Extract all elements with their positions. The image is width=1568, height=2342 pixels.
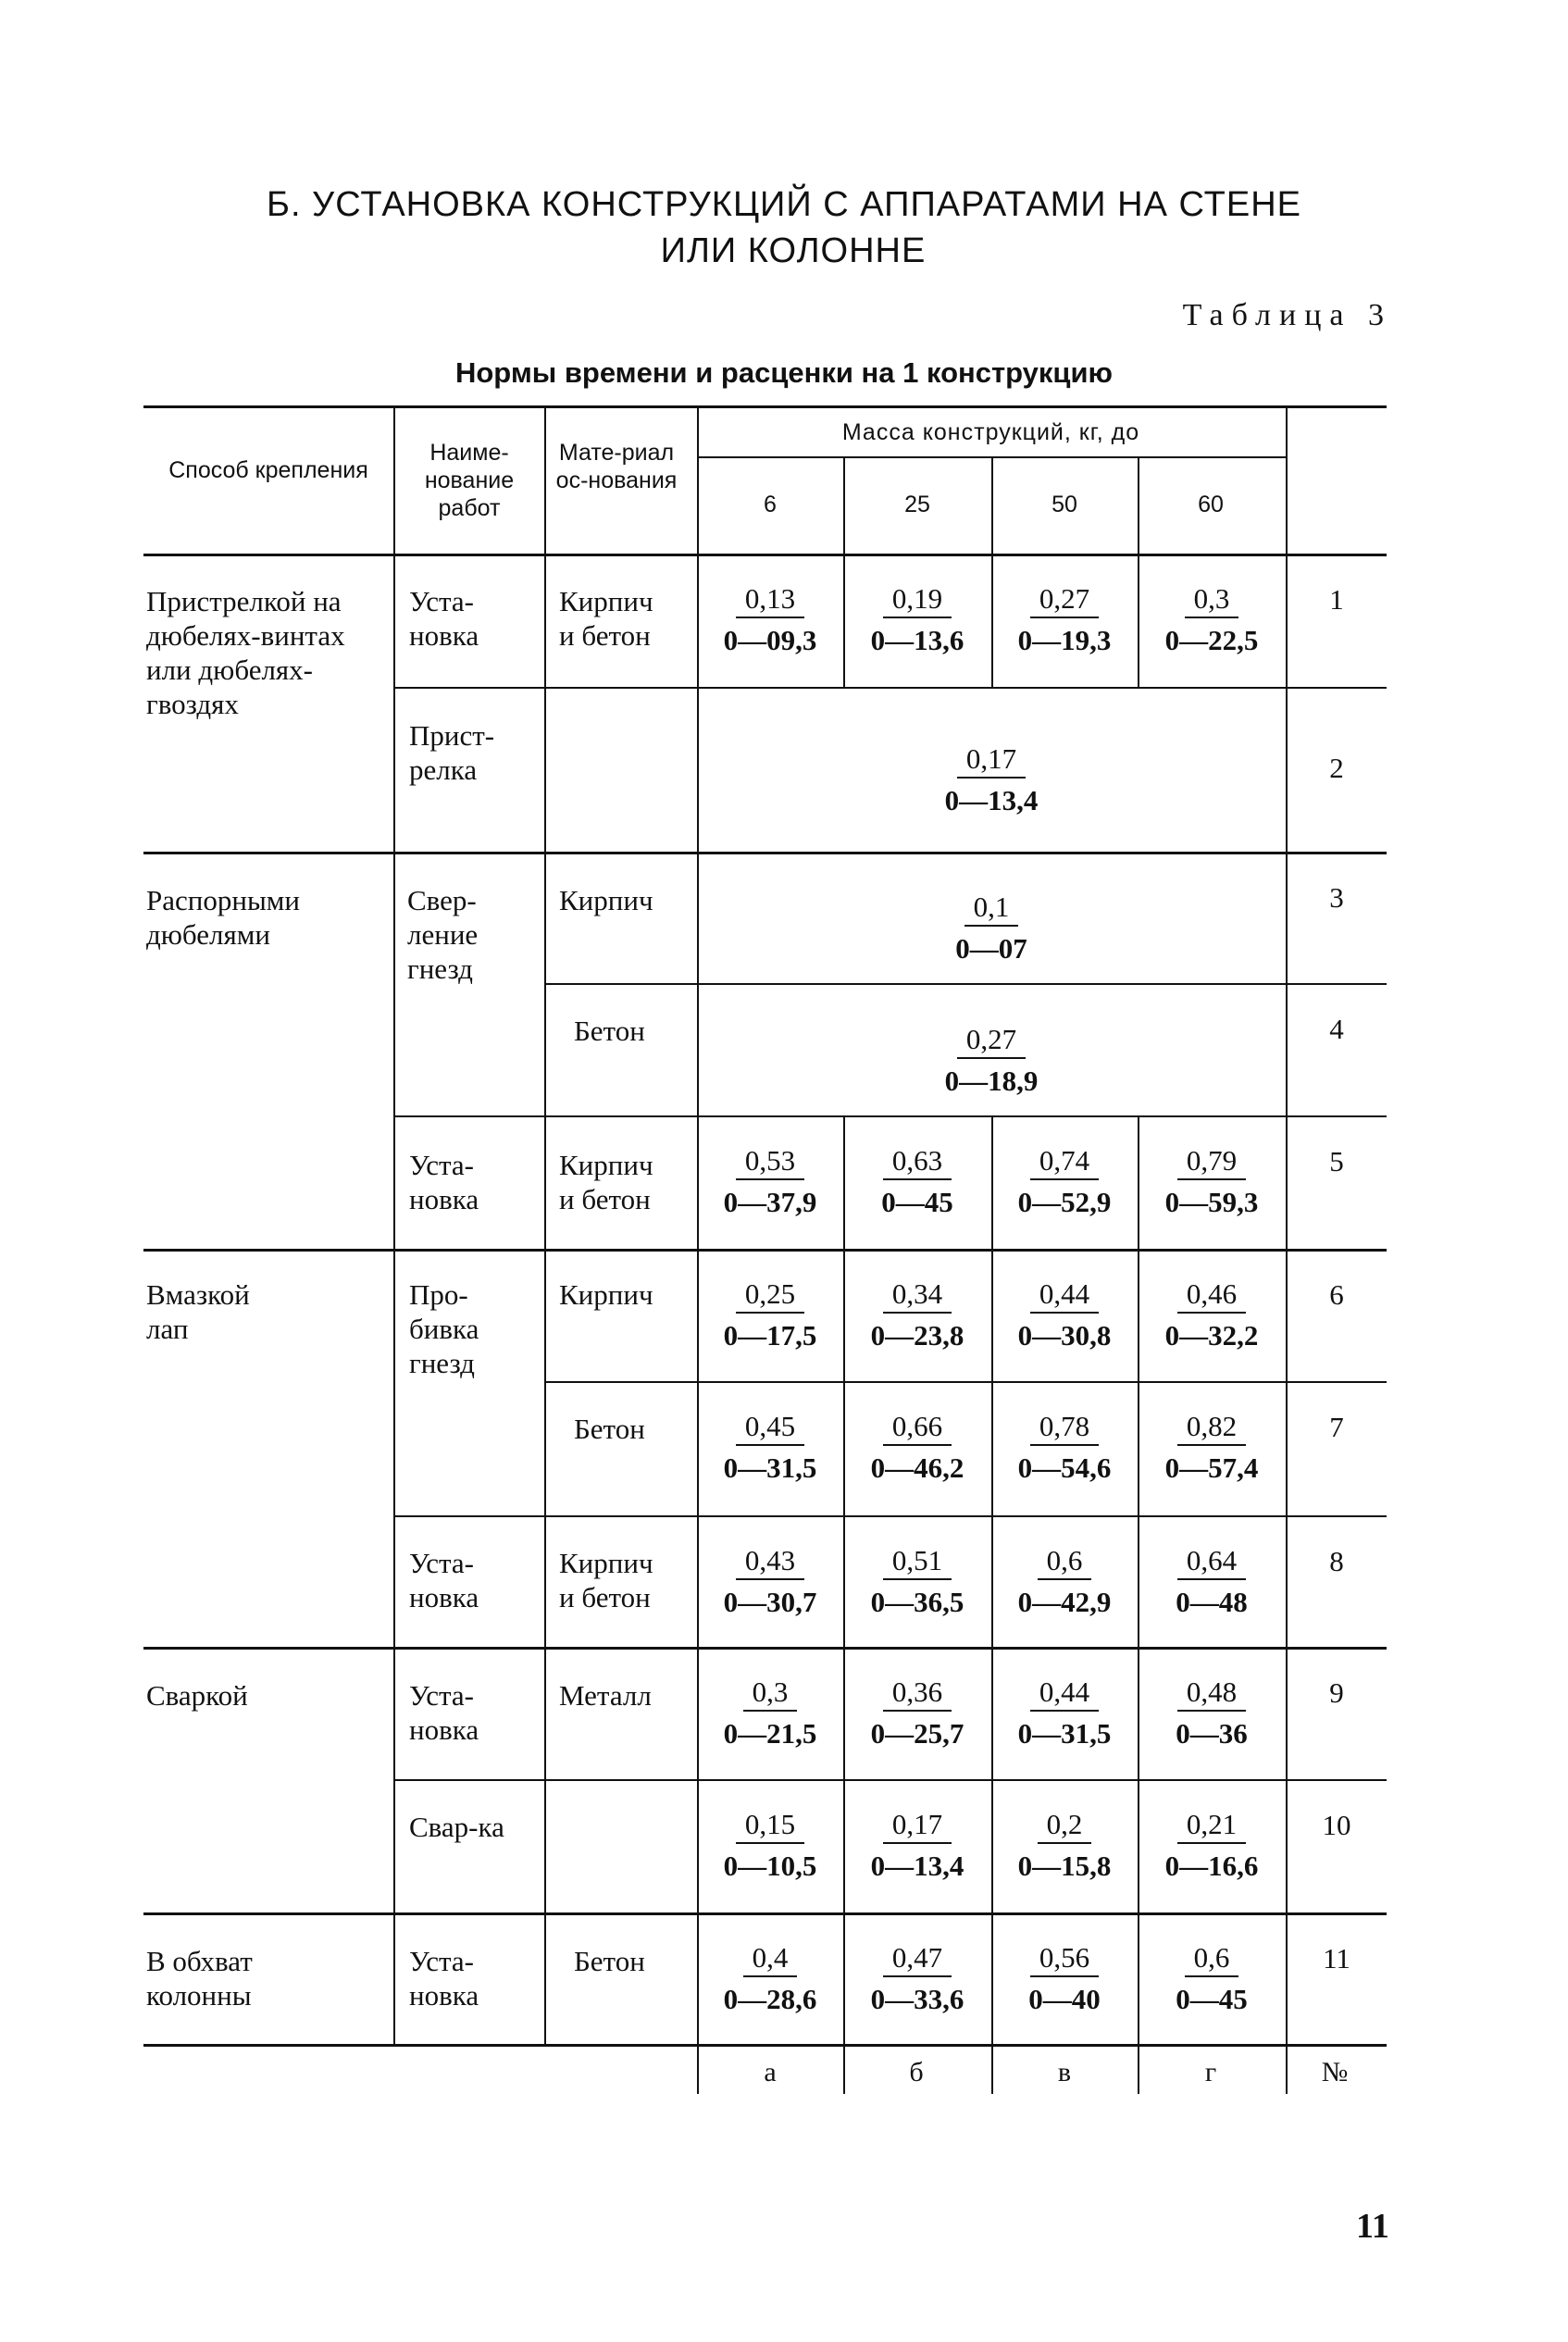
price-rate: 0—17,5: [723, 1319, 817, 1352]
row-number: 9: [1329, 1676, 1344, 1709]
value-cell: [843, 1409, 991, 1486]
time-norm: 0,45: [736, 1409, 804, 1446]
value-cell: [991, 1277, 1138, 1353]
row-number: 5: [1329, 1145, 1344, 1177]
value-cell: [991, 1409, 1138, 1486]
value-cell: [1138, 1543, 1286, 1620]
header-bottom-rule: [143, 554, 1387, 556]
table-rule: [544, 1381, 1387, 1383]
table-rule: [143, 1912, 1387, 1915]
price-rate: 0—52,9: [1017, 1186, 1112, 1218]
method-embedding: Вмазкой лап: [146, 1278, 250, 1345]
value-cell: [843, 1143, 991, 1220]
table-rule: [544, 983, 1387, 985]
value-cell: [1138, 581, 1286, 658]
merged-value-cell: [697, 741, 1286, 818]
price-rate: 0—25,7: [870, 1717, 964, 1750]
value-cell: [991, 1143, 1138, 1220]
table-bottom-rule: [143, 2044, 1387, 2047]
time-norm: 0,21: [1177, 1807, 1246, 1844]
footer-col-v: в: [1057, 2057, 1072, 2087]
row-number: 4: [1329, 1013, 1344, 1045]
time-norm: 0,2: [1038, 1807, 1092, 1844]
table-rule: [143, 1647, 1387, 1650]
table-rule: [143, 1249, 1387, 1252]
price-rate: 0—45: [1176, 1983, 1248, 2015]
work-install-9: Уста-новка: [409, 1679, 479, 1746]
table-rule: [393, 687, 1387, 689]
value-cell: [991, 1940, 1138, 2017]
header-mass-50: 50: [1052, 492, 1077, 517]
table-column-rule: [544, 405, 546, 2044]
value-cell: [1138, 1940, 1286, 2017]
material-metal: Металл: [559, 1679, 652, 1712]
time-norm: 0,47: [883, 1940, 952, 1977]
header-mass-60: 60: [1198, 492, 1224, 517]
price-rate: 0—36,5: [870, 1586, 964, 1618]
merged-value-cell: [697, 1022, 1286, 1099]
price-rate: 0—45: [881, 1186, 953, 1218]
work-install-1: Уста-новка: [409, 585, 479, 652]
value-cell: [991, 1675, 1138, 1751]
header-mass: Масса конструкций, кг, до: [841, 419, 1140, 445]
value-cell: [697, 1675, 843, 1751]
price-rate: 0—13,4: [870, 1850, 964, 1882]
section-title-line2: ИЛИ КОЛОННЕ: [660, 231, 927, 270]
method-shooting: Пристрелкой на дюбелях-винтах или дюбелях-гвоздях: [146, 585, 345, 720]
price-rate: 0—32,2: [1164, 1319, 1259, 1352]
value-cell: [843, 1940, 991, 2017]
material-brick-concrete-8: Кирпич и бетон: [559, 1547, 653, 1613]
value-cell: [697, 1543, 843, 1620]
method-column-clamp: В обхват колонны: [146, 1945, 253, 2012]
value-cell: [697, 581, 843, 658]
header-method: Способ крепления: [168, 457, 368, 483]
value-cell: [843, 1277, 991, 1353]
time-norm: 0,19: [883, 581, 952, 618]
row-number: 11: [1323, 1942, 1350, 1975]
material-concrete-7: Бетон: [574, 1413, 645, 1445]
value-cell: [697, 1409, 843, 1486]
table-column-rule: [393, 405, 395, 2044]
time-norm: 0,74: [1030, 1143, 1099, 1180]
material-brick-3: Кирпич: [559, 884, 653, 916]
value-cell: [1138, 1807, 1286, 1884]
value-cell: [991, 1807, 1138, 1884]
price-rate: 0—23,8: [870, 1319, 964, 1352]
price-rate: 0—31,5: [723, 1451, 817, 1484]
value-cell: [1138, 1143, 1286, 1220]
material-brick-concrete-1: Кирпич и бетон: [559, 585, 653, 652]
header-mass-25: 25: [904, 492, 930, 517]
table-top-rule: [143, 405, 1387, 408]
time-norm: 0,44: [1030, 1277, 1099, 1314]
time-norm: 0,15: [736, 1807, 804, 1844]
section-title: Б. УСТАНОВКА КОНСТРУКЦИЙ С АППАРАТАМИ НА СТЕНЕ: [267, 185, 1301, 224]
table-number: Таблица 3: [1182, 298, 1392, 332]
row-number: 1: [1329, 583, 1344, 616]
price-rate: 0—54,6: [1017, 1451, 1112, 1484]
price-rate: 0—13,6: [870, 624, 964, 656]
price-rate: 0—07: [955, 932, 1027, 965]
row-number: 2: [1329, 752, 1344, 784]
material-brick-concrete-5: Кирпич и бетон: [559, 1149, 653, 1215]
value-cell: [843, 1543, 991, 1620]
work-install-11: Уста-новка: [409, 1945, 479, 2012]
price-rate: 0—42,9: [1017, 1586, 1112, 1618]
price-rate: 0—13,4: [944, 784, 1039, 816]
value-cell: [843, 1675, 991, 1751]
time-norm: 0,6: [1185, 1940, 1239, 1977]
material-concrete-11: Бетон: [574, 1945, 645, 1977]
value-cell: [1138, 1675, 1286, 1751]
row-number: 8: [1329, 1545, 1344, 1577]
time-norm: 0,4: [743, 1940, 798, 1977]
header-work: Наиме-нование работ: [424, 440, 515, 521]
header-material: Мате-риал ос-нования: [555, 440, 678, 493]
work-drilling: Свер-ление гнезд: [407, 884, 479, 985]
page-number: 11: [1356, 2207, 1389, 2246]
time-norm: 0,51: [883, 1543, 952, 1580]
price-rate: 0—22,5: [1164, 624, 1259, 656]
time-norm: 0,56: [1030, 1940, 1099, 1977]
footer-col-b: б: [909, 2057, 924, 2087]
value-cell: [697, 1940, 843, 2017]
work-install-5: Уста-новка: [409, 1149, 479, 1215]
price-rate: 0—09,3: [723, 624, 817, 656]
time-norm: 0,25: [736, 1277, 804, 1314]
price-rate: 0—37,9: [723, 1186, 817, 1218]
work-welding: Свар-ка: [409, 1811, 504, 1843]
price-rate: 0—10,5: [723, 1850, 817, 1882]
work-punching: Про-бивка гнезд: [409, 1278, 479, 1379]
table-caption: Нормы времени и расценки на 1 конструкцию: [454, 356, 1114, 389]
value-cell: [697, 1277, 843, 1353]
price-rate: 0—18,9: [944, 1064, 1039, 1097]
material-concrete-4: Бетон: [574, 1015, 645, 1047]
row-number: 3: [1329, 881, 1344, 914]
price-rate: 0—21,5: [723, 1717, 817, 1750]
price-rate: 0—16,6: [1164, 1850, 1259, 1882]
time-norm: 0,53: [736, 1143, 804, 1180]
row-number: 10: [1322, 1809, 1351, 1841]
time-norm: 0,34: [883, 1277, 952, 1314]
value-cell: [991, 1543, 1138, 1620]
price-rate: 0—33,6: [870, 1983, 964, 2015]
time-norm: 0,48: [1177, 1675, 1246, 1712]
price-rate: 0—30,8: [1017, 1319, 1112, 1352]
value-cell: [697, 1807, 843, 1884]
time-norm: 0,78: [1030, 1409, 1099, 1446]
method-welding: Сваркой: [146, 1679, 248, 1712]
time-norm: 0,46: [1177, 1277, 1246, 1314]
time-norm: 0,3: [743, 1675, 798, 1712]
time-norm: 0,17: [883, 1807, 952, 1844]
table-rule: [393, 1515, 1387, 1517]
footer-col-no: №: [1321, 2057, 1349, 2087]
method-expansion-dowels: Распорными дюбелями: [146, 884, 300, 951]
time-norm: 0,63: [883, 1143, 952, 1180]
time-norm: 0,43: [736, 1543, 804, 1580]
time-norm: 0,44: [1030, 1675, 1099, 1712]
time-norm: 0,17: [957, 741, 1026, 779]
price-rate: 0—30,7: [723, 1586, 817, 1618]
time-norm: 0,3: [1185, 581, 1239, 618]
value-cell: [843, 581, 991, 658]
price-rate: 0—28,6: [723, 1983, 817, 2015]
table-column-rule: [1286, 405, 1288, 2094]
price-rate: 0—48: [1176, 1586, 1248, 1618]
value-cell: [991, 581, 1138, 658]
table-rule: [393, 1779, 1387, 1781]
value-cell: [843, 1807, 991, 1884]
table-rule: [393, 1115, 1387, 1117]
material-brick-6: Кирпич: [559, 1278, 653, 1311]
time-norm: 0,64: [1177, 1543, 1246, 1580]
price-rate: 0—19,3: [1017, 624, 1112, 656]
time-norm: 0,36: [883, 1675, 952, 1712]
time-norm: 0,6: [1038, 1543, 1092, 1580]
price-rate: 0—15,8: [1017, 1850, 1112, 1882]
time-norm: 0,27: [957, 1022, 1026, 1059]
value-cell: [697, 1143, 843, 1220]
row-number: 7: [1329, 1411, 1344, 1443]
time-norm: 0,82: [1177, 1409, 1246, 1446]
merged-value-cell: [697, 890, 1286, 966]
footer-col-g: г: [1204, 2057, 1217, 2087]
price-rate: 0—40: [1028, 1983, 1101, 2015]
price-rate: 0—57,4: [1164, 1451, 1259, 1484]
time-norm: 0,66: [883, 1409, 952, 1446]
price-rate: 0—36: [1176, 1717, 1248, 1750]
header-mass-6: 6: [764, 492, 777, 517]
footer-col-a: а: [764, 2057, 777, 2087]
value-cell: [1138, 1277, 1286, 1353]
table-rule: [143, 852, 1387, 854]
time-norm: 0,79: [1177, 1143, 1246, 1180]
value-cell: [1138, 1409, 1286, 1486]
work-install-8: Уста-новка: [409, 1547, 479, 1613]
price-rate: 0—46,2: [870, 1451, 964, 1484]
time-norm: 0,1: [964, 890, 1019, 927]
price-rate: 0—59,3: [1164, 1186, 1259, 1218]
work-shooting: Прист-релка: [409, 719, 495, 786]
price-rate: 0—31,5: [1017, 1717, 1112, 1750]
time-norm: 0,13: [736, 581, 804, 618]
row-number: 6: [1329, 1278, 1344, 1311]
time-norm: 0,27: [1030, 581, 1099, 618]
